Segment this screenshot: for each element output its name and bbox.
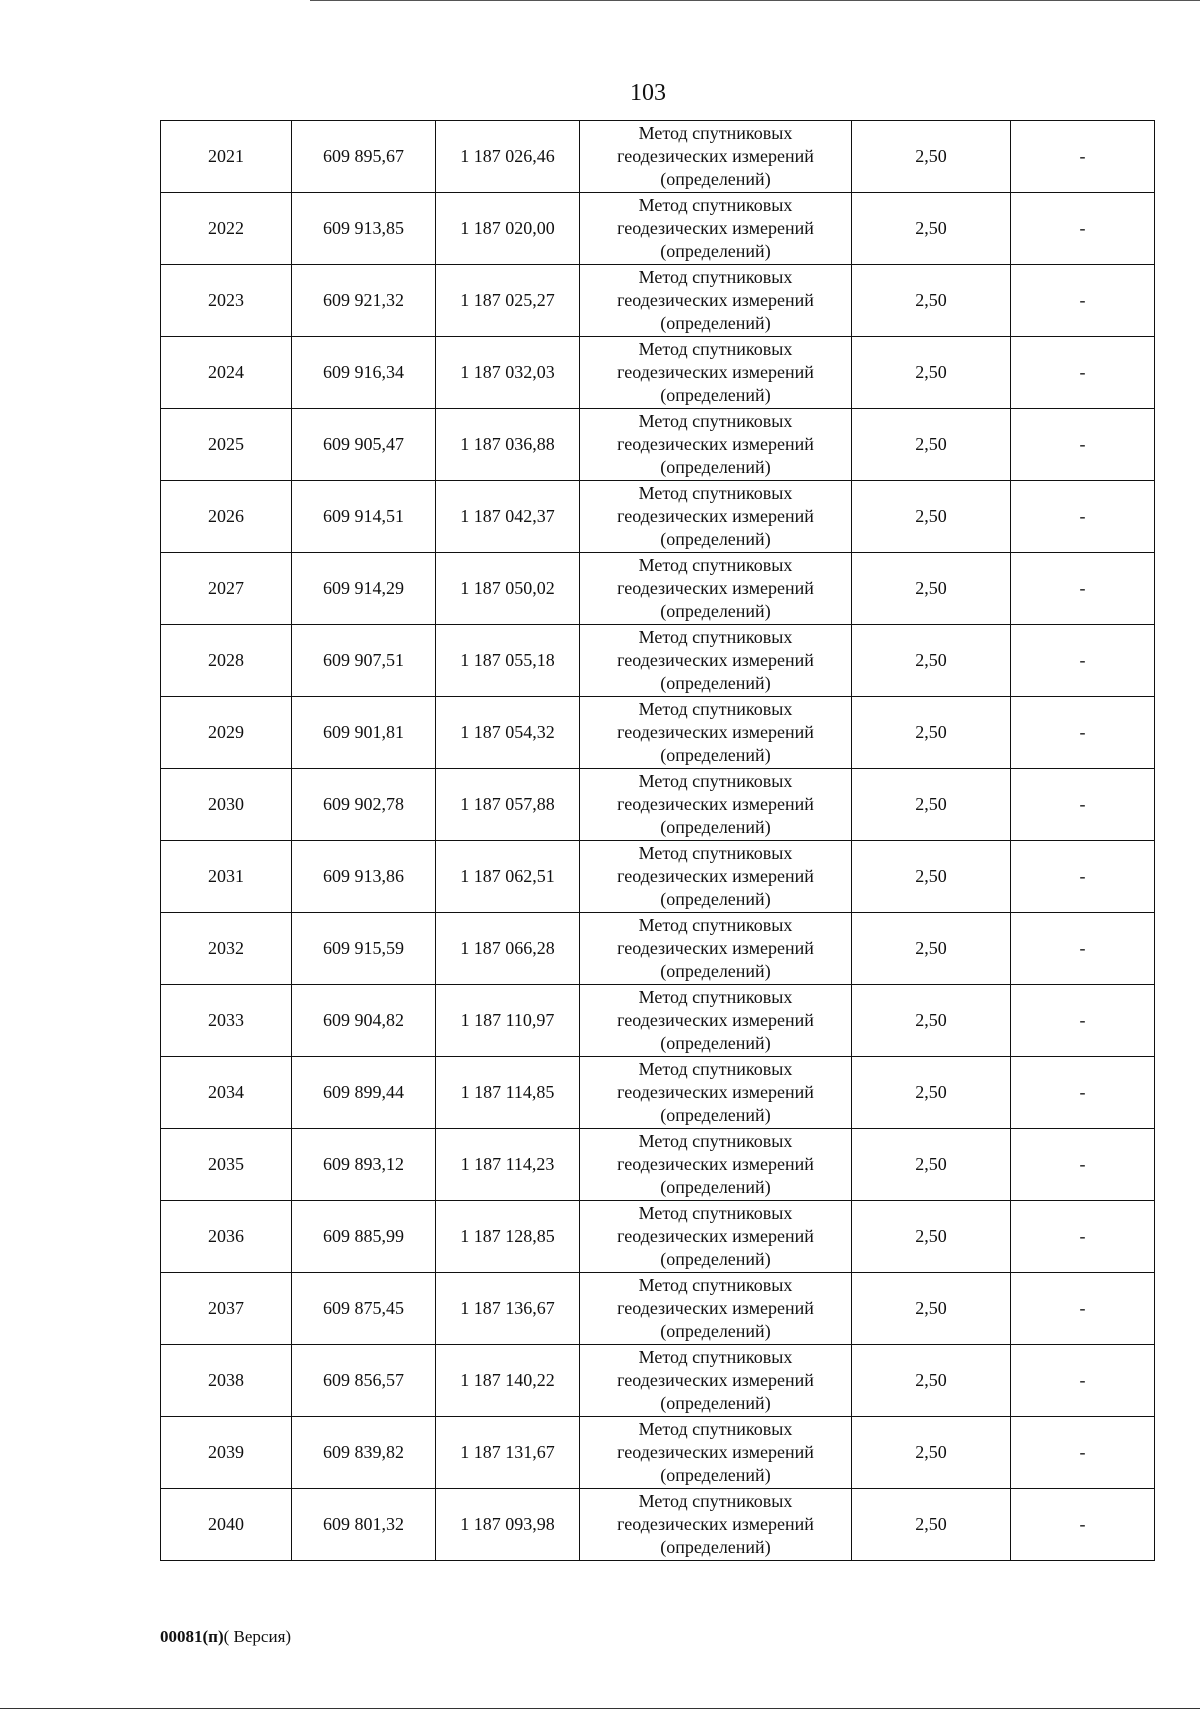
method-text-line: геодезических измерений <box>617 1154 814 1174</box>
method-text-line: геодезических измерений <box>617 506 814 526</box>
top-edge-line <box>310 0 1200 1</box>
method-text-line: Метод спутниковых <box>638 1419 793 1439</box>
method-text-line: (определений) <box>660 961 771 981</box>
method-text-line: Метод спутниковых <box>638 699 793 719</box>
accuracy-cell: 2,50 <box>852 1345 1011 1417</box>
accuracy-cell: 2,50 <box>852 193 1011 265</box>
note-cell: - <box>1011 481 1155 553</box>
method-text-line: Метод спутниковых <box>638 987 793 1007</box>
accuracy-cell: 2,50 <box>852 1273 1011 1345</box>
x-coordinate-cell: 609 895,67 <box>292 121 436 193</box>
y-coordinate-cell: 1 187 140,22 <box>436 1345 580 1417</box>
method-text-line: геодезических измерений <box>617 362 814 382</box>
point-number-cell: 2039 <box>161 1417 292 1489</box>
accuracy-cell: 2,50 <box>852 553 1011 625</box>
note-cell: - <box>1011 1273 1155 1345</box>
x-coordinate-cell: 609 907,51 <box>292 625 436 697</box>
method-text-line: геодезических измерений <box>617 290 814 310</box>
accuracy-cell: 2,50 <box>852 985 1011 1057</box>
coordinates-table-body <box>161 121 1155 1561</box>
y-coordinate-cell: 1 187 055,18 <box>436 625 580 697</box>
method-text-line: (определений) <box>660 241 771 261</box>
document-code-version: ( Версия) <box>223 1627 292 1646</box>
method-text-line: геодезических измерений <box>617 1226 814 1246</box>
point-number-cell: 2026 <box>161 481 292 553</box>
method-text-line: (определений) <box>660 529 771 549</box>
x-coordinate-cell: 609 914,29 <box>292 553 436 625</box>
accuracy-cell: 2,50 <box>852 769 1011 841</box>
method-text-line: Метод спутниковых <box>638 1491 793 1511</box>
table-row <box>161 337 1155 409</box>
method-text-line: геодезических измерений <box>617 650 814 670</box>
note-cell: - <box>1011 697 1155 769</box>
method-text-line: (определений) <box>660 1105 771 1125</box>
note-cell: - <box>1011 985 1155 1057</box>
method-cell <box>580 1201 852 1273</box>
note-cell: - <box>1011 337 1155 409</box>
accuracy-cell: 2,50 <box>852 1417 1011 1489</box>
accuracy-cell: 2,50 <box>852 1129 1011 1201</box>
x-coordinate-cell: 609 921,32 <box>292 265 436 337</box>
table-row <box>161 193 1155 265</box>
document-code <box>160 1626 291 1648</box>
point-number-cell: 2032 <box>161 913 292 985</box>
accuracy-cell: 2,50 <box>852 481 1011 553</box>
method-text-line: геодезических измерений <box>617 1082 814 1102</box>
method-cell <box>580 625 852 697</box>
table-row <box>161 1057 1155 1129</box>
note-cell: - <box>1011 1057 1155 1129</box>
accuracy-cell: 2,50 <box>852 409 1011 481</box>
note-cell: - <box>1011 265 1155 337</box>
point-number-cell: 2027 <box>161 553 292 625</box>
note-cell: - <box>1011 913 1155 985</box>
accuracy-cell: 2,50 <box>852 1489 1011 1561</box>
method-cell <box>580 409 852 481</box>
method-text-line: (определений) <box>660 745 771 765</box>
table-row <box>161 913 1155 985</box>
y-coordinate-cell: 1 187 136,67 <box>436 1273 580 1345</box>
method-text-line: Метод спутниковых <box>638 339 793 359</box>
x-coordinate-cell: 609 913,85 <box>292 193 436 265</box>
method-text-line: Метод спутниковых <box>638 1131 793 1151</box>
method-text-line: геодезических измерений <box>617 1442 814 1462</box>
table-row <box>161 1273 1155 1345</box>
note-cell: - <box>1011 625 1155 697</box>
table-row <box>161 409 1155 481</box>
accuracy-cell: 2,50 <box>852 625 1011 697</box>
method-text-line: геодезических измерений <box>617 1298 814 1318</box>
document-code-number: 00081(п) <box>160 1627 224 1646</box>
method-text-line: (определений) <box>660 601 771 621</box>
y-coordinate-cell: 1 187 114,23 <box>436 1129 580 1201</box>
method-text-line: (определений) <box>660 1177 771 1197</box>
method-text-line: Метод спутниковых <box>638 483 793 503</box>
table-row <box>161 697 1155 769</box>
x-coordinate-cell: 609 839,82 <box>292 1417 436 1489</box>
point-number-cell: 2025 <box>161 409 292 481</box>
table-row <box>161 625 1155 697</box>
table-row <box>161 769 1155 841</box>
method-text-line: (определений) <box>660 1321 771 1341</box>
method-cell <box>580 985 852 1057</box>
method-cell <box>580 913 852 985</box>
table-row <box>161 1417 1155 1489</box>
y-coordinate-cell: 1 187 131,67 <box>436 1417 580 1489</box>
method-cell <box>580 265 852 337</box>
method-text-line: (определений) <box>660 457 771 477</box>
y-coordinate-cell: 1 187 057,88 <box>436 769 580 841</box>
method-text-line: Метод спутниковых <box>638 123 793 143</box>
x-coordinate-cell: 609 915,59 <box>292 913 436 985</box>
x-coordinate-cell: 609 914,51 <box>292 481 436 553</box>
table-row <box>161 1201 1155 1273</box>
point-number-cell: 2028 <box>161 625 292 697</box>
point-number-cell: 2033 <box>161 985 292 1057</box>
method-cell <box>580 337 852 409</box>
method-cell <box>580 1345 852 1417</box>
x-coordinate-cell: 609 899,44 <box>292 1057 436 1129</box>
accuracy-cell: 2,50 <box>852 121 1011 193</box>
note-cell: - <box>1011 1417 1155 1489</box>
accuracy-cell: 2,50 <box>852 697 1011 769</box>
method-text-line: Метод спутниковых <box>638 915 793 935</box>
point-number-cell: 2037 <box>161 1273 292 1345</box>
method-text-line: Метод спутниковых <box>638 1059 793 1079</box>
method-text-line: (определений) <box>660 1393 771 1413</box>
accuracy-cell: 2,50 <box>852 841 1011 913</box>
point-number-cell: 2034 <box>161 1057 292 1129</box>
coordinates-table <box>160 120 1155 1561</box>
method-cell <box>580 193 852 265</box>
y-coordinate-cell: 1 187 093,98 <box>436 1489 580 1561</box>
note-cell: - <box>1011 1201 1155 1273</box>
y-coordinate-cell: 1 187 114,85 <box>436 1057 580 1129</box>
note-cell: - <box>1011 121 1155 193</box>
method-text-line: геодезических измерений <box>617 722 814 742</box>
point-number-cell: 2035 <box>161 1129 292 1201</box>
method-cell <box>580 769 852 841</box>
method-cell <box>580 1057 852 1129</box>
point-number-cell: 2021 <box>161 121 292 193</box>
method-text-line: Метод спутниковых <box>638 555 793 575</box>
point-number-cell: 2022 <box>161 193 292 265</box>
bottom-edge-line <box>0 1708 1200 1709</box>
table-row <box>161 265 1155 337</box>
x-coordinate-cell: 609 875,45 <box>292 1273 436 1345</box>
note-cell: - <box>1011 769 1155 841</box>
method-text-line: Метод спутниковых <box>638 843 793 863</box>
x-coordinate-cell: 609 856,57 <box>292 1345 436 1417</box>
method-text-line: геодезических измерений <box>617 1514 814 1534</box>
method-text-line: геодезических измерений <box>617 434 814 454</box>
method-text-line: Метод спутниковых <box>638 627 793 647</box>
y-coordinate-cell: 1 187 042,37 <box>436 481 580 553</box>
x-coordinate-cell: 609 801,32 <box>292 1489 436 1561</box>
table-row <box>161 1129 1155 1201</box>
method-text-line: (определений) <box>660 889 771 909</box>
method-text-line: геодезических измерений <box>617 578 814 598</box>
method-text-line: геодезических измерений <box>617 1010 814 1030</box>
x-coordinate-cell: 609 905,47 <box>292 409 436 481</box>
method-text-line: (определений) <box>660 385 771 405</box>
method-cell <box>580 1417 852 1489</box>
x-coordinate-cell: 609 885,99 <box>292 1201 436 1273</box>
method-cell <box>580 121 852 193</box>
accuracy-cell: 2,50 <box>852 265 1011 337</box>
method-text-line: Метод спутниковых <box>638 267 793 287</box>
point-number-cell: 2031 <box>161 841 292 913</box>
note-cell: - <box>1011 1345 1155 1417</box>
x-coordinate-cell: 609 893,12 <box>292 1129 436 1201</box>
y-coordinate-cell: 1 187 020,00 <box>436 193 580 265</box>
y-coordinate-cell: 1 187 054,32 <box>436 697 580 769</box>
method-text-line: (определений) <box>660 1249 771 1269</box>
method-cell <box>580 841 852 913</box>
method-text-line: геодезических измерений <box>617 1370 814 1390</box>
method-cell <box>580 553 852 625</box>
method-text-line: (определений) <box>660 169 771 189</box>
accuracy-cell: 2,50 <box>852 1201 1011 1273</box>
table-row <box>161 1489 1155 1561</box>
table-row <box>161 841 1155 913</box>
y-coordinate-cell: 1 187 036,88 <box>436 409 580 481</box>
y-coordinate-cell: 1 187 128,85 <box>436 1201 580 1273</box>
point-number-cell: 2030 <box>161 769 292 841</box>
x-coordinate-cell: 609 904,82 <box>292 985 436 1057</box>
note-cell: - <box>1011 193 1155 265</box>
point-number-cell: 2040 <box>161 1489 292 1561</box>
accuracy-cell: 2,50 <box>852 913 1011 985</box>
accuracy-cell: 2,50 <box>852 337 1011 409</box>
method-text-line: геодезических измерений <box>617 146 814 166</box>
method-text-line: Метод спутниковых <box>638 1275 793 1295</box>
y-coordinate-cell: 1 187 025,27 <box>436 265 580 337</box>
table-row <box>161 985 1155 1057</box>
note-cell: - <box>1011 553 1155 625</box>
method-text-line: (определений) <box>660 817 771 837</box>
point-number-cell: 2036 <box>161 1201 292 1273</box>
x-coordinate-cell: 609 916,34 <box>292 337 436 409</box>
x-coordinate-cell: 609 913,86 <box>292 841 436 913</box>
method-text-line: Метод спутниковых <box>638 1203 793 1223</box>
method-text-line: (определений) <box>660 1033 771 1053</box>
table-row <box>161 553 1155 625</box>
method-text-line: геодезических измерений <box>617 866 814 886</box>
method-text-line: (определений) <box>660 673 771 693</box>
method-text-line: (определений) <box>660 1537 771 1557</box>
table-row <box>161 1345 1155 1417</box>
note-cell: - <box>1011 1489 1155 1561</box>
accuracy-cell: 2,50 <box>852 1057 1011 1129</box>
method-text-line: (определений) <box>660 1465 771 1485</box>
method-cell <box>580 1273 852 1345</box>
y-coordinate-cell: 1 187 026,46 <box>436 121 580 193</box>
y-coordinate-cell: 1 187 062,51 <box>436 841 580 913</box>
y-coordinate-cell: 1 187 032,03 <box>436 337 580 409</box>
note-cell: - <box>1011 1129 1155 1201</box>
point-number-cell: 2024 <box>161 337 292 409</box>
note-cell: - <box>1011 409 1155 481</box>
page-number: 103 <box>630 80 666 106</box>
method-text-line: геодезических измерений <box>617 794 814 814</box>
y-coordinate-cell: 1 187 066,28 <box>436 913 580 985</box>
method-text-line: геодезических измерений <box>617 938 814 958</box>
table-row <box>161 121 1155 193</box>
point-number-cell: 2023 <box>161 265 292 337</box>
method-text-line: Метод спутниковых <box>638 195 793 215</box>
method-cell <box>580 697 852 769</box>
table-row <box>161 481 1155 553</box>
method-text-line: Метод спутниковых <box>638 1347 793 1367</box>
point-number-cell: 2038 <box>161 1345 292 1417</box>
method-text-line: (определений) <box>660 313 771 333</box>
method-text-line: Метод спутниковых <box>638 411 793 431</box>
note-cell: - <box>1011 841 1155 913</box>
method-text-line: Метод спутниковых <box>638 771 793 791</box>
x-coordinate-cell: 609 901,81 <box>292 697 436 769</box>
method-cell <box>580 481 852 553</box>
method-cell <box>580 1129 852 1201</box>
method-text-line: геодезических измерений <box>617 218 814 238</box>
x-coordinate-cell: 609 902,78 <box>292 769 436 841</box>
y-coordinate-cell: 1 187 050,02 <box>436 553 580 625</box>
point-number-cell: 2029 <box>161 697 292 769</box>
y-coordinate-cell: 1 187 110,97 <box>436 985 580 1057</box>
method-cell <box>580 1489 852 1561</box>
